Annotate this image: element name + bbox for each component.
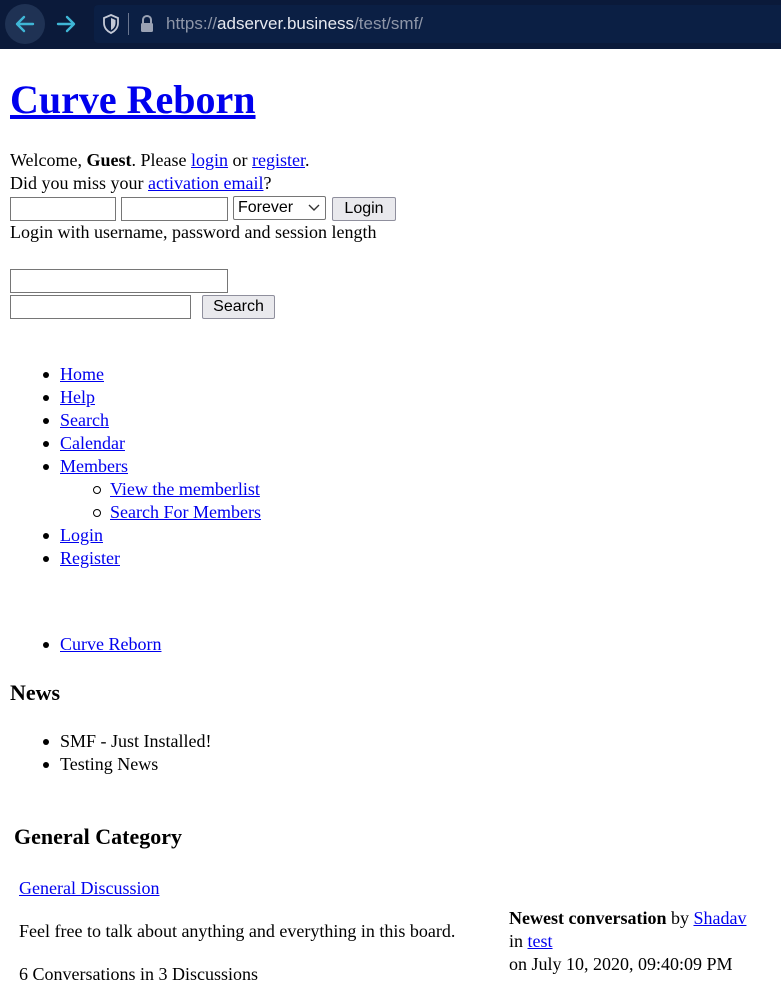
period-text: . [305, 150, 310, 170]
board-stats: 6 Conversations in 3 Discussions [19, 964, 259, 984]
menu-item-calendar [60, 432, 261, 455]
search-field-top[interactable] [10, 269, 228, 293]
last-post-topic-link[interactable]: test [527, 931, 553, 951]
login-button[interactable]: Login [332, 197, 396, 221]
arrow-left-icon [14, 13, 36, 35]
last-post-label: Newest conversation [509, 908, 667, 928]
last-post-date: on July 10, 2020, 09:40:09 PM [509, 954, 733, 974]
login-hint: Login with username, password and session length [10, 222, 377, 242]
bullet [43, 739, 49, 745]
site-title [10, 76, 256, 124]
submenu-item-memberlist [110, 478, 261, 501]
bullet [43, 441, 49, 447]
menu-link-search[interactable]: Search [60, 410, 109, 430]
login-link[interactable]: login [191, 150, 229, 170]
shield-icon[interactable] [102, 14, 120, 34]
or-text: or [228, 150, 253, 170]
board-description: Feel free to talk about anything and everything in this board. [19, 921, 456, 941]
last-post-topic-line [509, 931, 553, 952]
submenu-item-search-members [110, 501, 261, 524]
breadcrumb [60, 633, 161, 656]
browser-toolbar [0, 0, 781, 49]
breadcrumb-link[interactable]: Curve Reborn [60, 634, 162, 654]
menu-link-help[interactable]: Help [60, 387, 95, 407]
menu-link-home[interactable]: Home [60, 364, 104, 384]
bullet [43, 464, 49, 470]
forward-button[interactable] [46, 4, 86, 44]
in-text: in [509, 931, 528, 951]
url-path: /test/smf/ [354, 14, 424, 33]
menu-item-members [60, 455, 261, 478]
bullet [43, 418, 49, 424]
news-item-text: SMF - Just Installed! [60, 731, 212, 751]
bullet [43, 762, 49, 768]
last-post-line [509, 908, 746, 929]
menu-link-login[interactable]: Login [60, 525, 103, 545]
menu-item-login [60, 524, 261, 547]
url-text[interactable] [166, 14, 423, 34]
welcome-prefix: Welcome, [10, 150, 87, 170]
welcome-line [10, 150, 310, 171]
password-input[interactable] [121, 197, 228, 221]
menu-item-home [60, 363, 261, 386]
circle-bullet [93, 486, 101, 494]
menu-link-register[interactable]: Register [60, 548, 120, 568]
bullet [43, 556, 49, 562]
category-heading: General Category [14, 824, 182, 849]
missed-prefix: Did you miss your [10, 173, 149, 193]
toolbar-separator [128, 13, 129, 35]
question-mark: ? [263, 173, 272, 193]
lock-icon[interactable] [139, 14, 155, 34]
search-input[interactable] [10, 295, 191, 319]
menu-item-search [60, 409, 261, 432]
url-scheme: https:// [166, 14, 218, 33]
board-name [19, 878, 159, 899]
news-item [60, 730, 212, 753]
submenu-link-memberlist[interactable]: View the memberlist [110, 479, 260, 499]
menu-link-calendar[interactable]: Calendar [60, 433, 125, 453]
news-item [60, 753, 212, 776]
last-post-author-link[interactable]: Shadav [693, 908, 747, 928]
bullet [43, 372, 49, 378]
main-menu [60, 363, 261, 570]
menu-item-register [60, 547, 261, 570]
activation-email-link[interactable]: activation email [148, 173, 264, 193]
arrow-right-icon [55, 13, 77, 35]
please-text: . Please [131, 150, 192, 170]
address-bar[interactable] [94, 5, 781, 43]
url-host: adserver.business [217, 14, 355, 33]
board-link[interactable]: General Discussion [19, 878, 160, 898]
chevron-down-icon [308, 204, 320, 212]
bullet [43, 642, 49, 648]
submenu-link-search-members[interactable]: Search For Members [110, 502, 261, 522]
activation-line [10, 173, 271, 194]
site-title-link[interactable]: Curve Reborn [10, 77, 256, 122]
session-length-select[interactable] [233, 196, 326, 220]
menu-item-help [60, 386, 261, 409]
username-input[interactable] [10, 197, 116, 221]
menu-link-members[interactable]: Members [60, 456, 128, 476]
register-link[interactable]: register [252, 150, 306, 170]
news-heading: News [10, 680, 61, 705]
session-length-value: Forever [238, 199, 294, 216]
search-button[interactable]: Search [202, 295, 275, 319]
guest-name: Guest [86, 150, 132, 170]
circle-bullet [93, 509, 101, 517]
by-text: by [666, 908, 694, 928]
bullet [43, 395, 49, 401]
news-list [60, 730, 212, 776]
news-item-text: Testing News [60, 754, 159, 774]
bullet [43, 533, 49, 539]
back-button[interactable] [5, 4, 45, 44]
breadcrumb-item [60, 633, 161, 656]
